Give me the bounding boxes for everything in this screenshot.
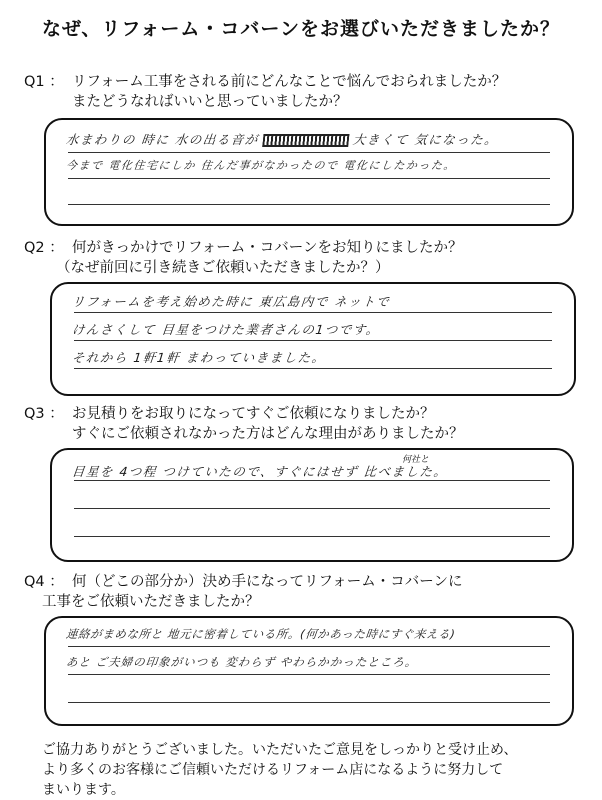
answer-line bbox=[68, 204, 550, 205]
answer-line bbox=[68, 178, 550, 179]
handwritten-answer: けんさくして 目星をつけた業者さんの1つです。 bbox=[71, 322, 381, 337]
answer-line bbox=[74, 312, 552, 313]
question-number: Q4 ： bbox=[24, 574, 64, 590]
closing-line: まいります。 bbox=[42, 782, 125, 798]
answer-line bbox=[74, 480, 550, 481]
closing-line: ご協力ありがとうございました。いただいたご意見をしっかりと受け止め、 bbox=[42, 742, 518, 758]
question-subtext: 工事をご依頼いただきましたか？ bbox=[42, 594, 260, 610]
handwritten-answer: 連絡がまめな所と 地元に密着している所。(何かあった時にすぐ来える) bbox=[65, 627, 457, 641]
handwritten-answer: 目星を 4つ程 つけていたので、すぐにはせず 比べました。 bbox=[71, 464, 449, 479]
answer-box-2 bbox=[50, 282, 576, 396]
question-1 bbox=[24, 72, 506, 112]
answer-box-3 bbox=[50, 448, 574, 562]
handwritten-answer: 水まわりの 時に 水の出る音が 大きくて 気になった。 bbox=[65, 132, 500, 147]
handwritten-answer: それから 1軒1軒 まわっていきました。 bbox=[71, 350, 327, 365]
answer-line bbox=[74, 536, 550, 537]
question-text: 何がきっかけでリフォーム・コバーンをお知りにましたか？ bbox=[72, 240, 463, 256]
question-text: リフォーム工事をされる前にどんなことで悩んでおられましたか？ bbox=[72, 74, 507, 90]
answer-line bbox=[74, 508, 550, 509]
handwritten-answer: リフォームを考え始めた時に 東広島内で ネットで bbox=[71, 294, 392, 309]
answer-line bbox=[68, 674, 550, 675]
question-subtext: （なぜ前回に引き続きご依頼いただきましたか？） bbox=[56, 260, 390, 276]
question-subtext: すぐにご依頼されなかった方はどんな理由がありましたか？ bbox=[72, 426, 464, 442]
question-subtext: またどうなればいいと思っていましたか？ bbox=[72, 94, 348, 110]
answer-line bbox=[74, 340, 552, 341]
answer-line bbox=[68, 702, 550, 703]
question-number: Q1 ： bbox=[24, 74, 64, 90]
question-2 bbox=[24, 238, 462, 278]
question-text: 何（どこの部分か）決め手になってリフォーム・コバーンに bbox=[72, 574, 463, 590]
scribble-mark bbox=[262, 134, 349, 147]
answer-line bbox=[68, 152, 550, 153]
handwritten-note: 何社と bbox=[402, 455, 430, 465]
handwritten-answer: 今まで 電化住宅にしか 住んだ事がなかったので 電化にしたかった。 bbox=[65, 159, 457, 172]
closing-message bbox=[42, 740, 582, 800]
question-4 bbox=[24, 572, 462, 612]
closing-line: より多くのお客様にご信頼いただけるリフォーム店になるように努力して bbox=[42, 762, 504, 778]
question-number: Q3 ： bbox=[24, 406, 64, 422]
answer-line bbox=[68, 646, 550, 647]
question-3 bbox=[24, 404, 464, 444]
answer-box-4 bbox=[44, 616, 574, 726]
handwritten-answer: あと ご夫婦の印象がいつも 変わらず やわらかかったところ。 bbox=[65, 655, 419, 669]
question-number: Q2 ： bbox=[24, 240, 64, 256]
answer-box-1 bbox=[44, 118, 574, 226]
page-title: なぜ、リフォーム・コバーンをお選びいただきましたか？ bbox=[41, 18, 561, 40]
question-text: お見積りをお取りになってすぐご依頼になりましたか？ bbox=[72, 406, 435, 422]
answer-line bbox=[74, 368, 552, 369]
